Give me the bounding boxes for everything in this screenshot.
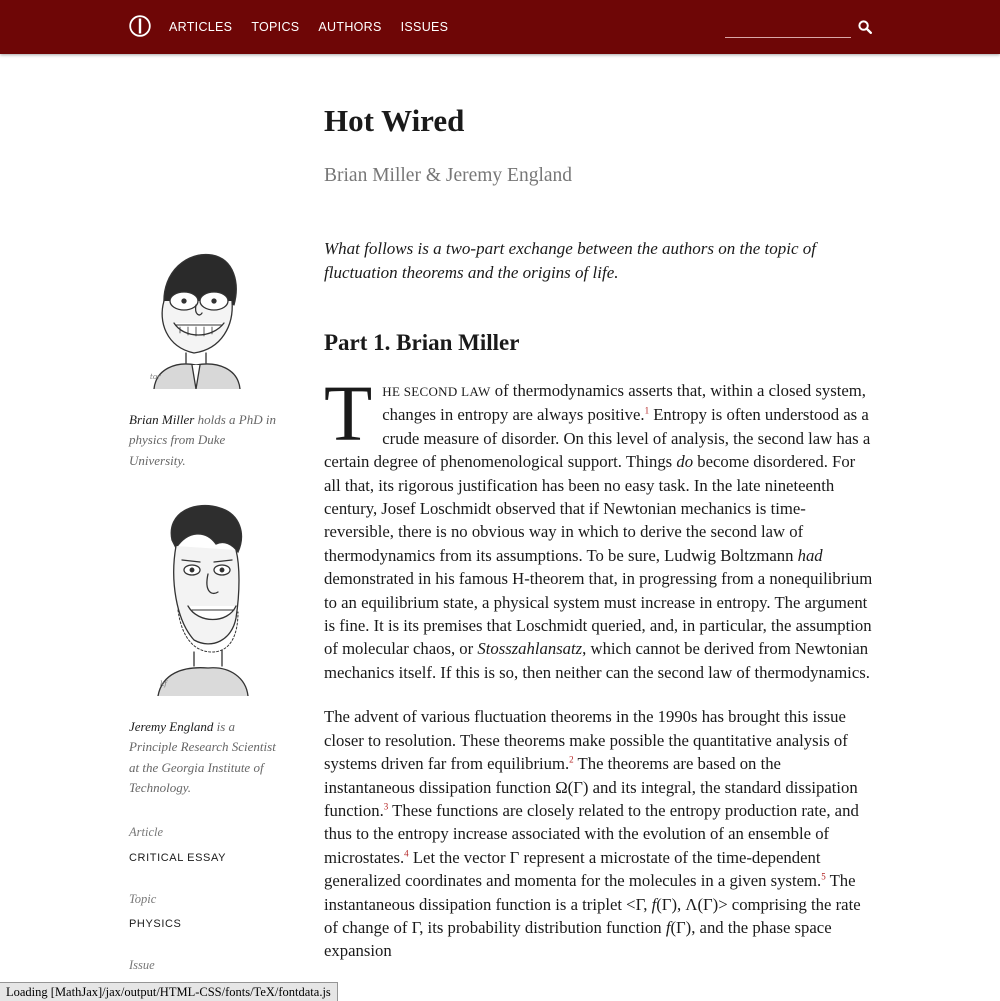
text-run: (Γ), Λ(Γ)> comprising the rate of change of Γ, its probability distribution function [324,894,861,937]
footnote-ref-3[interactable]: 3 [383,801,389,812]
emphasis: f [651,894,657,914]
text-run: These functions are closely related to the entropy production rate, and thus to the entropy increase associated with the evolution of an ensemble of microstates. [324,800,859,867]
search-input[interactable] [725,18,851,36]
text-run: Let the vector Γ represent a microstate of the time-dependent generalized coordinates and momenta for the molecules in a given system. [324,847,822,891]
bio-text: holds a PhD in physics from Duke University. [129,412,276,468]
author-portrait-jeremy-england [136,500,256,696]
author-name-link[interactable]: Brian Miller [129,412,195,427]
meta-label-article: Article [129,825,164,839]
text-run: The instantaneous dissipation function is a triplet <Γ, [324,871,856,914]
emphasis: Stosszahlansatz [477,639,583,659]
svg-text:tor: tor [150,373,161,381]
article-title: Hot Wired [324,103,465,138]
nav-authors[interactable]: AUTHORS [318,20,382,34]
text-run: The advent of various fluctuation theorems in the 1990s has brought this issue closer to resolution. These theorems make possible the quantitative analysis of systems driven far from equilibrium. [324,707,848,774]
meta-label-topic: Topic [129,892,157,906]
author-portrait-brian-miller [136,243,256,389]
article-lede: What follows is a two-part exchange between the authors on the topic of fluctuation theorems and the origins of life. [324,239,816,282]
paragraph-2 [324,705,874,962]
text-run: Entropy is often understood as a crude measure of disorder. On this level of analysis, the second law has a certain degree of phenomenological support. Things [324,405,871,472]
text-run: become disordered. For all that, its rigorous justification has been no easy task. In the late nineteenth century, Josef Loschmidt observed that if Newtonian mechanics is time-reversible, there is no obvious way in which to derive the second law of thermodynamics from its assumptions. To be sure, Ludwig Boltzmann [324,452,856,565]
nav-articles[interactable]: ARTICLES [169,20,233,34]
text-run: The theorems are based on the instantaneous dissipation function Ω(Γ) and its integral, the standard dissipation function. [324,754,858,820]
article-body [324,371,874,984]
author-name-link[interactable]: Jeremy England [129,719,214,734]
author-bio-brian-miller [129,410,279,471]
emphasis: had [797,545,823,565]
text-run: (Γ), and the phase space expansion [324,917,832,961]
nav-topics[interactable]: TOPICS [251,20,300,34]
text-run: , which cannot be derived from Newtonian mechanics itself. If this is so, then neither can the second law of thermodynamics. [324,639,870,682]
footnote-ref-2[interactable]: 2 [569,754,574,765]
site-header [0,0,1000,54]
mathjax-status-bar: Loading [MathJax]/jax/output/HTML-CSS/fonts/TeX/fontdata.js [0,982,338,1001]
meta-label-issue: Issue [129,958,155,972]
paragraph-1 [324,371,874,684]
bio-text: is a Principle Research Scientist at the Georgia Institute of Technology. [129,719,276,796]
footnote-ref-4[interactable]: 4 [404,848,409,859]
search-icon[interactable] [858,20,872,34]
main-nav [169,0,467,54]
article-authors: Brian Miller & Jeremy England [324,165,573,186]
text-run: demonstrated in his famous H-theorem that, in progressing from a nonequilibrium to an equilibrium state, a physical system must increase in entropy. The argument is fine. It is its premises that Loschmidt queried, and, in particular, the assumption of molecular chaos, or [324,569,873,659]
emphasis: do [676,452,694,472]
small-caps-lead: HE SECOND LAW [382,384,491,399]
inference-logo-icon[interactable] [129,15,151,37]
meta-value-article[interactable]: CRITICAL ESSAY [129,852,227,864]
emphasis: f [665,917,671,937]
meta-value-topic[interactable]: PHYSICS [129,918,182,930]
search-underline [725,37,851,38]
part-heading: Part 1. Brian Miller [324,330,520,355]
footnote-ref-5[interactable]: 5 [821,871,826,882]
text-run: of thermodynamics asserts that, within a closed system, changes in entropy are always positive. [382,381,866,425]
author-bio-jeremy-england [129,717,279,799]
svg-text:kf: kf [160,680,167,688]
drop-cap: T [324,371,373,458]
footnote-ref-1[interactable]: 1 [644,405,650,416]
nav-issues[interactable]: ISSUES [400,20,449,34]
